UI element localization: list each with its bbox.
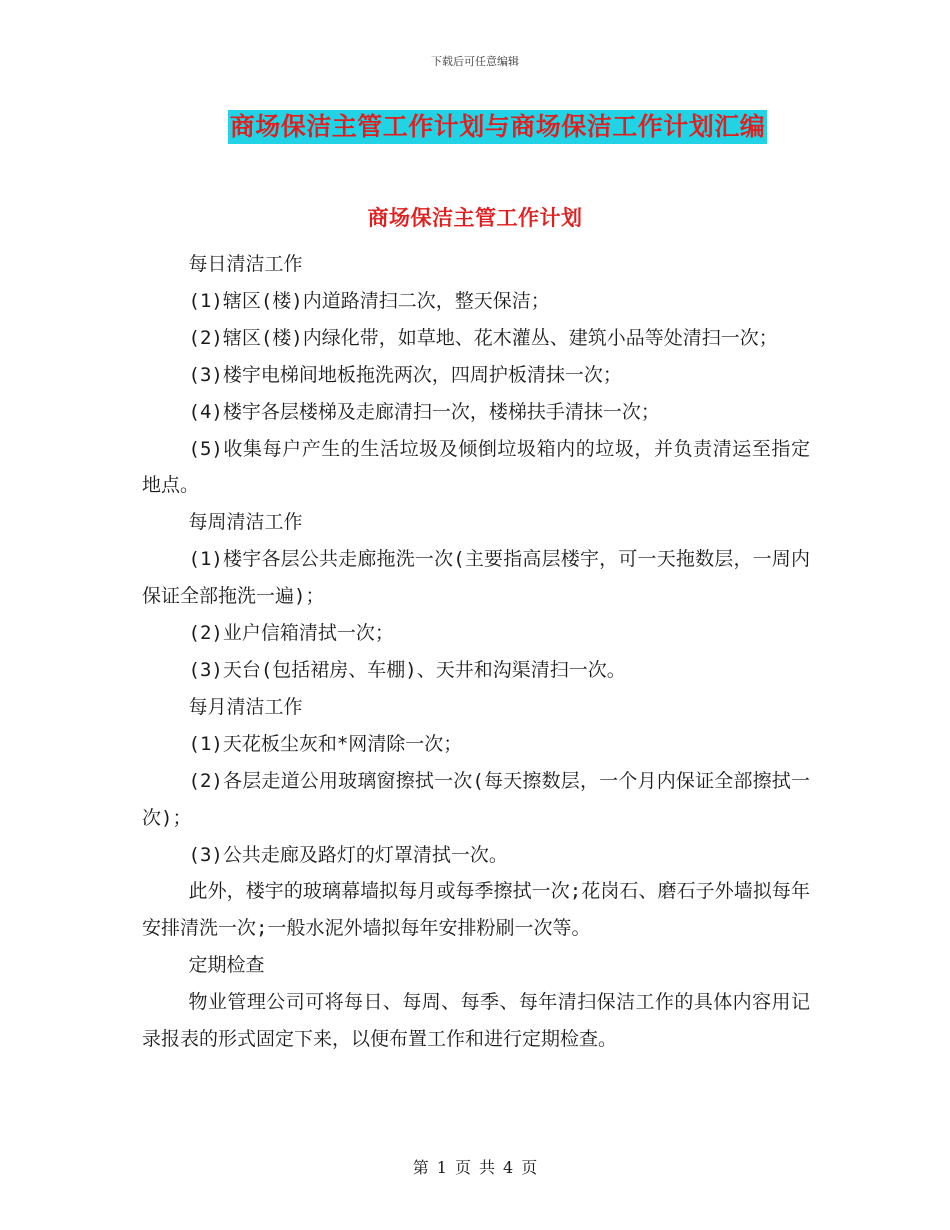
footer-total-pages: 4 [503, 1158, 514, 1177]
footer-page-number: 1 [436, 1158, 447, 1177]
paragraph: (2)业户信箱清拭一次； [188, 622, 394, 645]
paragraph-inspection-heading: 定期检查 [188, 954, 265, 977]
footer-page-prefix: 第 [412, 1158, 429, 1177]
footer-page-unit: 页 [454, 1158, 471, 1177]
paragraph-weekly-heading: 每周清洁工作 [188, 511, 303, 534]
document-title-container [0, 110, 950, 144]
paragraph: (5)收集每户产生的生活垃圾及倾倒垃圾箱内的垃圾，并负责清运至指定地点。 [142, 437, 810, 497]
footer-total-prefix: 共 [479, 1158, 496, 1177]
header-note: 下载后可任意编辑 [431, 55, 519, 68]
document-title: 商场保洁主管工作计划与商场保洁工作计划汇编 [228, 110, 768, 144]
paragraph: (1)辖区(楼)内道路清扫二次，整天保洁； [188, 289, 550, 312]
paragraph: (2)各层走道公用玻璃窗擦拭一次(每天擦数层，一个月内保证全部擦拭一次)； [142, 769, 810, 829]
paragraph: (3)公共走廊及路灯的灯罩清拭一次。 [188, 843, 508, 866]
document-body [142, 246, 810, 1058]
page-footer [0, 1155, 950, 1178]
paragraph: (3)楼宇电梯间地板拖洗两次，四周护板清抹一次； [188, 363, 622, 386]
section-title: 商场保洁主管工作计划 [367, 205, 583, 230]
paragraph-monthly-heading: 每月清洁工作 [188, 695, 303, 718]
paragraph: (3)天台(包括裙房、车棚)、天井和沟渠清扫一次。 [188, 658, 626, 681]
paragraph: 此外，楼宇的玻璃幕墙拟每月或每季擦拭一次;花岗石、磨石子外墙拟每年安排清洗一次;一般水泥外墙拟每年安排粉刷一次等。 [142, 880, 810, 940]
paragraph: (1)楼宇各层公共走廊拖洗一次(主要指高层楼宇，可一天拖数层，一周内保证全部拖洗一遍)； [142, 548, 810, 608]
footer-total-unit: 页 [521, 1158, 538, 1177]
paragraph: (1)天花板尘灰和*网清除一次； [188, 732, 463, 755]
paragraph: (2)辖区(楼)内绿化带，如草地、花木灌丛、建筑小品等处清扫一次； [188, 326, 778, 349]
paragraph: 物业管理公司可将每日、每周、每季、每年清扫保洁工作的具体内容用记录报表的形式固定下来，以便布置工作和进行定期检查。 [142, 991, 810, 1051]
paragraph-daily-heading: 每日清洁工作 [188, 253, 303, 275]
paragraph: (4)楼宇各层楼梯及走廊清扫一次，楼梯扶手清抹一次； [188, 400, 660, 423]
